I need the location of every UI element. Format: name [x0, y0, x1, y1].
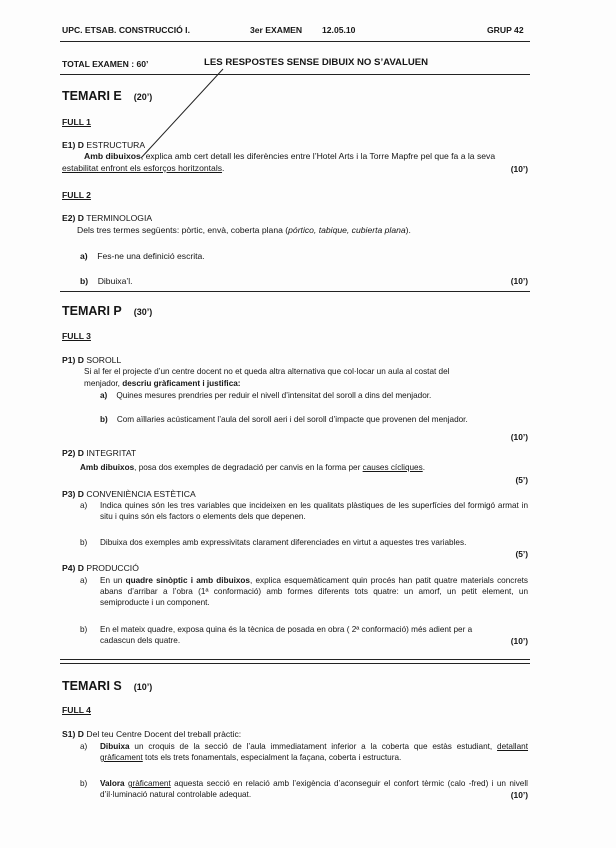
exam-date: 12.05.10	[322, 25, 356, 35]
p1-text-a: Si al fer el projecte d’un centre docent no et queda altra alternativa que col·locar un aula al costat del	[84, 367, 450, 376]
p3-a-label: a)	[80, 501, 88, 510]
p4-points: (10’)	[510, 636, 528, 646]
p1-b-text: Com aïllaries acústicament l’aula del soroll aeri i del soroll d’impacte que provenen del menjador.	[116, 415, 468, 424]
institution: UPC. ETSAB. CONSTRUCCIÓ I.	[62, 25, 190, 35]
e1-line1	[84, 151, 495, 162]
p3-points: (5’)	[515, 549, 528, 559]
full-2: FULL 2	[62, 190, 91, 200]
p4-a-pre: En un	[100, 576, 126, 585]
p4-b-label: b)	[80, 625, 88, 634]
e1-text-a: , explica amb cert detall les diferències entre l’Hotel Arts i la Torre Mapfre pel que fa a la seva	[140, 151, 496, 161]
e1-text-b: estabilitat enfront els esforços horitzontals	[62, 163, 223, 173]
s1-a-bold: Dibuixa	[100, 742, 130, 751]
s1-heading	[62, 729, 241, 740]
p4-a-post: , explica esquemàticament quin procés han patit quatre materials concrets abans d’arribar a l’obra (1ª conformació) amb formes diferents tots quatre: un amorf, un petit element, un semiproducte i un component.	[100, 576, 529, 607]
temari-p-time: (30’)	[133, 307, 153, 317]
p4-a-bold: quadre sinòptic i amb dibuixos	[125, 576, 250, 585]
p3-title: CONVENIÈNCIA ESTÈTICA	[86, 489, 196, 499]
p4-title: PRODUCCIÓ	[86, 563, 139, 573]
s1-b-label: b)	[80, 779, 88, 788]
s1-b-text	[100, 778, 528, 800]
p4-a-text	[100, 575, 528, 608]
p1-b	[100, 414, 468, 425]
e2-a-text: Fes-ne una definició escrita.	[97, 251, 205, 261]
temari-p-heading	[62, 302, 152, 320]
p4-code: P4) D	[62, 563, 84, 573]
s1-b-text1: aquesta secció en relació amb l’exigència d’aconseguir el confort tèrmic (calo -fred) i un nivell d’il·luminació natural controlable adequat.	[100, 779, 528, 799]
p1-text-b: menjador,	[84, 379, 123, 388]
p1-b-label: b)	[100, 415, 108, 424]
p2-points: (5’)	[515, 475, 528, 485]
e2-heading	[62, 213, 152, 224]
p4-heading	[62, 563, 139, 574]
s1-a-text1: un croquis de la secció de l’aula immediatament inferior a la coberta que estàs estudiant,	[129, 742, 493, 751]
e1-line2	[62, 163, 224, 174]
e2-statement	[77, 225, 411, 236]
e2-text-b: ).	[405, 225, 411, 235]
s1-code: S1) D	[62, 729, 84, 739]
e2-text-italic: pórtico, tabique, cubierta plana	[288, 225, 406, 235]
p1-points: (10’)	[510, 432, 528, 442]
s1-a-text	[100, 741, 528, 763]
p2-code: P2) D	[62, 448, 84, 458]
e2-title: TERMINOLOGIA	[86, 213, 153, 223]
full-4: FULL 4	[62, 705, 91, 715]
temari-p-divider-1	[60, 659, 530, 660]
temari-e-title: TEMARI E	[62, 89, 122, 103]
s1-b-bold: Valora	[100, 779, 125, 788]
p1-statement-2	[84, 378, 241, 389]
temari-s-time: (10’)	[133, 682, 153, 692]
e2-points: (10’)	[510, 276, 528, 286]
e1-text-c: .	[222, 163, 225, 173]
p4-b-text: En el mateix quadre, exposa quina és la tècnica de posada en obra ( 2ª conformació) més adient per a cadascun dels quatre.	[100, 625, 473, 645]
p4-a-label: a)	[80, 576, 88, 585]
e2-a-label: a)	[80, 251, 88, 261]
e2-a	[80, 251, 205, 262]
p1-a	[100, 390, 431, 401]
p3-heading	[62, 489, 196, 500]
temari-p-title: TEMARI P	[62, 304, 122, 318]
e2-b-label: b)	[80, 276, 89, 286]
e1-heading	[62, 140, 145, 151]
p3-a-text: Indica quines són les tres variables que incideixen en les qualitats plàstiques de les superfícies del formigó armat in situ i quins són els factors o elements dels que depenen.	[100, 501, 528, 521]
p2-end: .	[422, 463, 425, 472]
temari-s-heading	[62, 677, 152, 695]
e1-code: E1) D	[62, 140, 84, 150]
s1-b-underline: gràficament	[127, 779, 171, 788]
s1-a-text2: tots els trets fonamentals, especialment la façana, coberta i estructura.	[142, 753, 402, 762]
temari-e-heading	[62, 87, 152, 105]
e1-points: (10’)	[510, 164, 528, 174]
e2-text-a: Dels tres termes següents: pòrtic, envà, coberta plana (	[77, 225, 289, 235]
full-1: FULL 1	[62, 117, 91, 127]
s1-title: Del teu Centre Docent del treball pràctic:	[86, 729, 242, 739]
e2-b	[80, 276, 133, 287]
e1-title: ESTRUCTURA	[86, 140, 146, 150]
p1-title: SOROLL	[86, 355, 122, 365]
p1-text-bold: descriu gràficament i justifica:	[122, 379, 241, 388]
temari-e-divider	[60, 291, 530, 292]
p2-heading	[62, 448, 136, 459]
s1-a-label: a)	[80, 742, 88, 751]
e1-lead: Amb dibuixos	[84, 151, 141, 161]
p2-text: , posa dos exemples de degradació per canvis en la forma per	[134, 463, 363, 472]
exam-number: 3er EXAMEN	[250, 25, 303, 35]
full-3: FULL 3	[62, 331, 91, 341]
p2-title: INTEGRITAT	[86, 448, 137, 458]
s1-points: (10’)	[510, 790, 528, 800]
p3-b-text: Dibuixa dos exemples amb expressivitats clarament diferenciades en virtut a aquestes tres variables.	[100, 538, 467, 547]
temari-e-time: (20’)	[133, 92, 153, 102]
drawing-warning: LES RESPOSTES SENSE DIBUIX NO S’AVALUEN	[204, 57, 429, 68]
p2-lead: Amb dibuixos	[80, 463, 135, 472]
p1-code: P1) D	[62, 355, 84, 365]
p3-b-label: b)	[80, 538, 88, 547]
e2-code: E2) D	[62, 213, 84, 223]
p1-statement	[84, 366, 528, 377]
group: GRUP 42	[487, 25, 524, 35]
e2-b-text: Dibuixa’l.	[97, 276, 133, 286]
p1-heading	[62, 355, 121, 366]
p3-code: P3) D	[62, 489, 84, 499]
total-exam: TOTAL EXAMEN : 60’	[62, 59, 149, 69]
temari-s-title: TEMARI S	[62, 679, 122, 693]
p2-underline: causes cícliques	[362, 463, 423, 472]
temari-p-divider-2	[60, 663, 530, 664]
p1-a-text: Quines mesures prendries per reduir el nivell d’intensitat del soroll a dins del menjador.	[116, 391, 432, 400]
s1-a-underline: detallant gràficament	[100, 742, 529, 762]
p1-a-label: a)	[100, 391, 108, 400]
p2-statement	[80, 462, 425, 473]
